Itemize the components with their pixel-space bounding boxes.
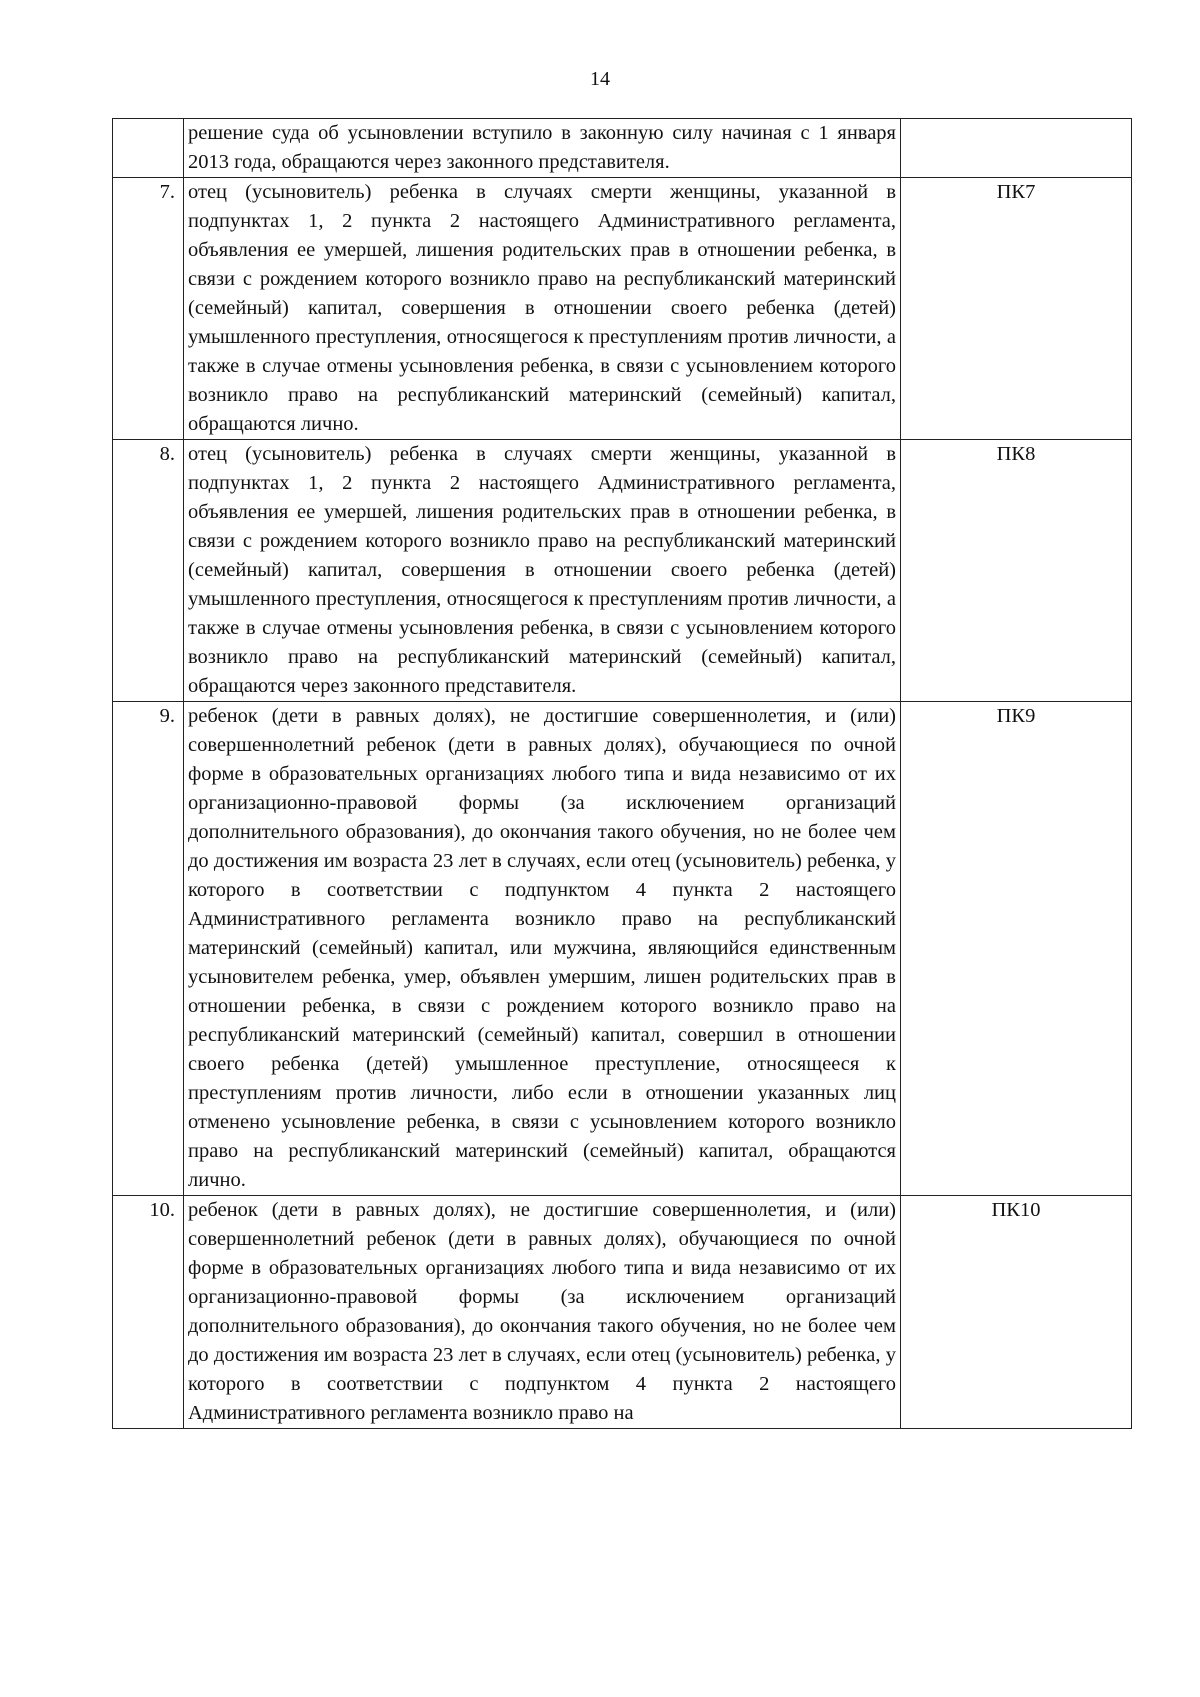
row-code bbox=[901, 1196, 1132, 1429]
row-text: решение суда об усыновлении вступило в законную силу начиная с 1 января 2013 года, обращаются через законного представителя. bbox=[184, 119, 901, 178]
row-number: 8. bbox=[113, 440, 184, 702]
row-text: отец (усыновитель) ребенка в случаях смерти женщины, указанной в подпунктах 1, 2 пункта 2 настоящего Административного регламента, объявления ее умершей, лишения родительских прав в отношении ребенка, в связи с рождением которого возникло право на республиканский материнский (семейный) капитал, совершения в отношении своего ребенка (детей) умышленного преступления, относящегося к преступлениям против личности, а также в случае отмены усыновления ребенка, в связи с усыновлением которого возникло право на республиканский материнский (семейный) капитал, обращаются лично. bbox=[184, 178, 901, 440]
row-number: 10. bbox=[113, 1196, 184, 1429]
row-number: 7. bbox=[113, 178, 184, 440]
row-code bbox=[901, 119, 1132, 178]
table-row bbox=[113, 702, 1132, 1196]
page-number: 14 bbox=[590, 68, 610, 90]
row-code-label: ПК10 bbox=[991, 1199, 1041, 1221]
table-row bbox=[113, 119, 1132, 178]
row-code-label: ПК7 bbox=[996, 181, 1036, 203]
row-code bbox=[901, 178, 1132, 440]
table-row bbox=[113, 178, 1132, 440]
row-text: ребенок (дети в равных долях), не достигшие совершеннолетия, и (или) совершеннолетний ребенок (дети в равных долях), обучающиеся по очной форме в образовательных организациях любого типа и вида независимо от их организационно-правовой формы (за исключением организаций дополнительного образования), до окончания такого обучения, но не более чем до достижения им возраста 23 лет в случаях, если отец (усыновитель) ребенка, у которого в соответствии с подпунктом 4 пункта 2 настоящего Административного регламента возникло право на bbox=[184, 1196, 901, 1429]
row-code bbox=[901, 702, 1132, 1196]
regulation-table bbox=[112, 118, 1132, 1429]
row-code-label: ПК9 bbox=[996, 705, 1036, 727]
row-number bbox=[113, 119, 184, 178]
row-number: 9. bbox=[113, 702, 184, 1196]
row-text: ребенок (дети в равных долях), не достигшие совершеннолетия, и (или) совершеннолетний ребенок (дети в равных долях), обучающиеся по очной форме в образовательных организациях любого типа и вида независимо от их организационно-правовой формы (за исключением организаций дополнительного образования), до окончания такого обучения, но не более чем до достижения им возраста 23 лет в случаях, если отец (усыновитель) ребенка, у которого в соответствии с подпунктом 4 пункта 2 настоящего Административного регламента возникло право на республиканский материнский (семейный) капитал, или мужчина, являющийся единственным усыновителем ребенка, умер, объявлен умершим, лишен родительских прав в отношении ребенка, в связи с рождением которого возникло право на республиканский материнский (семейный) капитал, совершил в отношении своего ребенка (детей) умышленное преступление, относящееся к преступлениям против личности, либо если в отношении указанных лиц отменено усыновление ребенка, в связи с усыновлением которого возникло право на республиканский материнский (семейный) капитал, обращаются лично. bbox=[184, 702, 901, 1196]
row-code bbox=[901, 440, 1132, 702]
row-code-label: ПК8 bbox=[996, 443, 1036, 465]
table-row bbox=[113, 440, 1132, 702]
table-row bbox=[113, 1196, 1132, 1429]
row-text: отец (усыновитель) ребенка в случаях смерти женщины, указанной в подпунктах 1, 2 пункта 2 настоящего Административного регламента, объявления ее умершей, лишения родительских прав в отношении ребенка, в связи с рождением которого возникло право на республиканский материнский (семейный) капитал, совершения в отношении своего ребенка (детей) умышленного преступления, относящегося к преступлениям против личности, а также в случае отмены усыновления ребенка, в связи с усыновлением которого возникло право на республиканский материнский (семейный) капитал, обращаются через законного представителя. bbox=[184, 440, 901, 702]
